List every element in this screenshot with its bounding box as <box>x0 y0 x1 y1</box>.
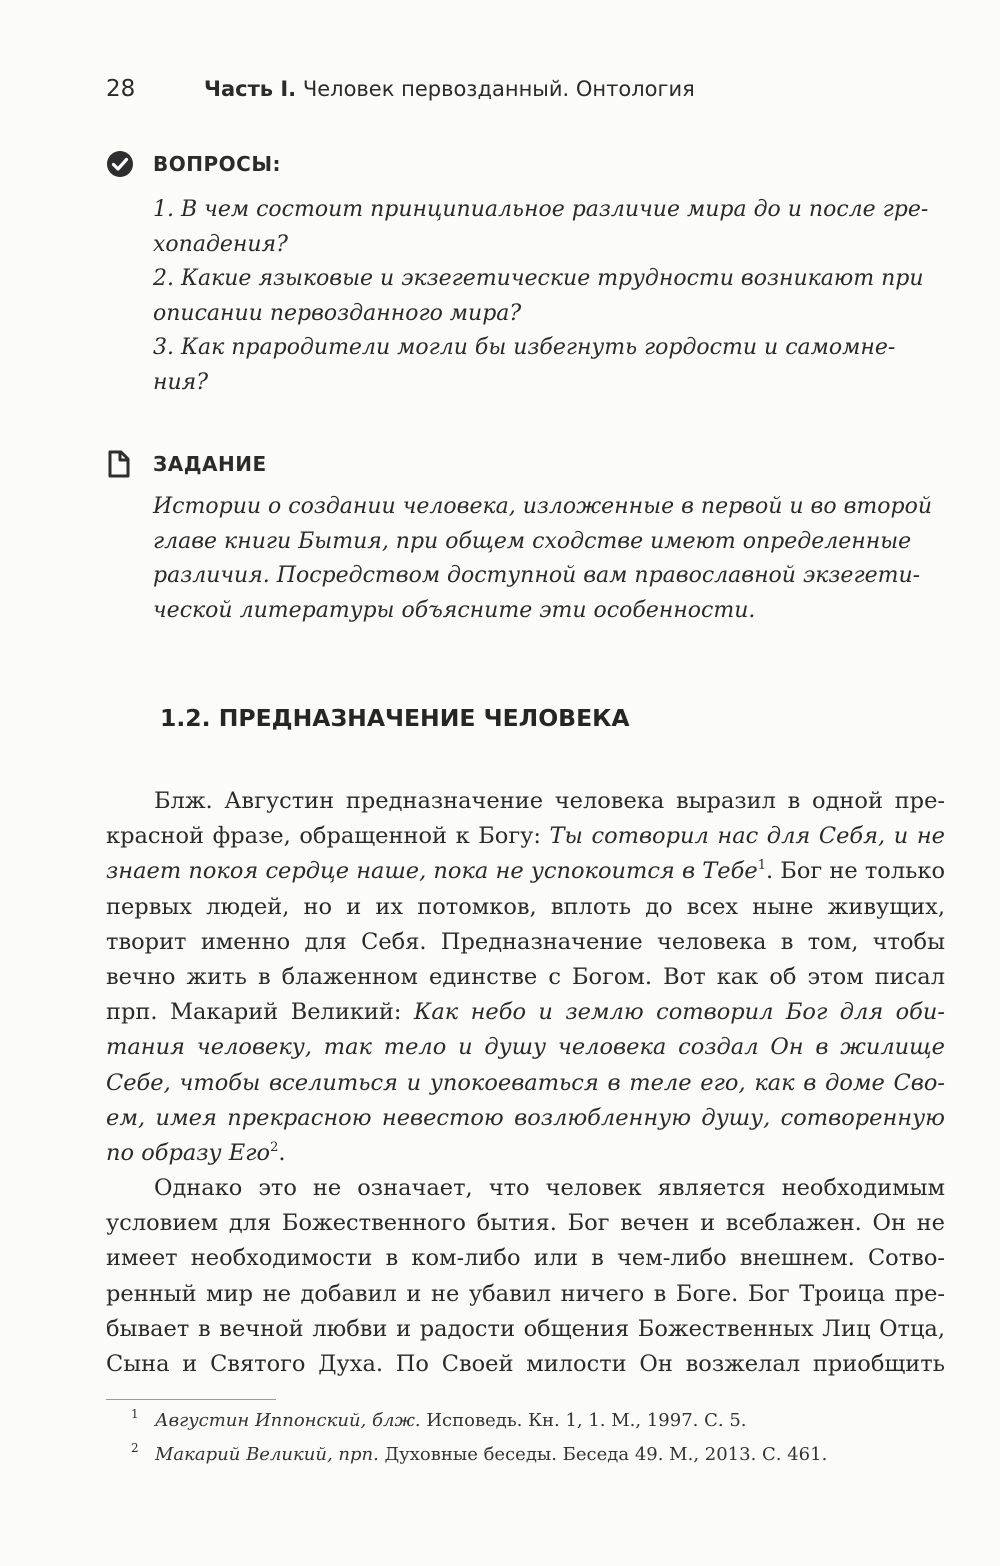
text-line: имеет необходимости в ком-либо или в чем-либо внешнем. Сотво- <box>106 1245 945 1272</box>
part-label: Часть I. <box>204 77 297 101</box>
text-line <box>106 784 945 819</box>
footnote-author: Августин Иппонский, блж. <box>155 1410 421 1431</box>
text-span: прп. Макарий Великий: <box>106 999 414 1026</box>
footnote-text <box>155 1444 827 1465</box>
footnote-author: Макарий Великий, прп. <box>155 1444 379 1465</box>
question-item: 1. В чем состоит принципиальное различие мира до и после гре-хопадения? <box>153 197 929 257</box>
footnote-citation: Исповедь. Кн. 1, 1. М., 1997. С. 5. <box>420 1410 747 1431</box>
text-span: . <box>278 1139 286 1166</box>
footnote-ref: 2 <box>270 1139 279 1155</box>
task-text <box>153 490 945 628</box>
body-paragraph-1 <box>106 784 945 1171</box>
text-line: творит именно для Себя. Предназначение человека в том, чтобы <box>106 928 945 955</box>
text-line <box>106 1030 945 1065</box>
questions-label: ВОПРОСЫ: <box>153 152 282 176</box>
text-line <box>106 1066 945 1101</box>
footnote-number: 2 <box>131 1441 139 1455</box>
text-span: . Бог не только <box>765 858 946 885</box>
text-line: бывает в вечной любви и радости общения Божественных Лиц Отца, <box>106 1315 945 1342</box>
text-line <box>106 854 945 889</box>
body-paragraph-2 <box>106 1171 945 1382</box>
footnote-ref: 1 <box>757 858 766 874</box>
question-item: 2. Какие языковые и экзегетические трудности возникают при описании первозданного мира? <box>153 266 924 326</box>
text-span: красной фразе, обращенной к Богу: <box>106 823 550 850</box>
check-circle-icon <box>106 150 134 183</box>
quote-span: знает покоя сердце наше, пока не успокоится в Тебе <box>106 858 758 885</box>
quote-span: ем, имея прекрасною невестою возлюбленную душу, сотворенную <box>106 1104 945 1131</box>
text-line <box>106 1101 945 1136</box>
text-line: Сына и Святого Духа. По Своей милости Он возжелал приобщить <box>106 1350 945 1377</box>
questions-list <box>153 193 945 400</box>
section-title: 1.2. ПРЕДНАЗНАЧЕНИЕ ЧЕЛОВЕКА <box>160 704 630 732</box>
task-label: ЗАДАНИЕ <box>153 452 267 476</box>
footnote-number: 1 <box>131 1407 139 1421</box>
text-line <box>106 995 945 1030</box>
text-line: первых людей, но и их потомков, вплоть до всех ныне живущих, <box>106 893 945 920</box>
text-line: ренный мир не добавил и не убавил ничего в Боге. Бог Троица пре- <box>106 1280 945 1307</box>
quote-span: Как небо и землю сотворил Бог для оби- <box>413 999 946 1026</box>
document-icon <box>106 450 132 483</box>
footnote-divider <box>106 1399 276 1400</box>
running-title: Человек первозданный. Онтология <box>302 77 695 101</box>
quote-span: тания человеку, так тело и душу человека создал Он в жилище <box>106 1034 945 1061</box>
question-item: 3. Как прародители могли бы избегнуть гордости и самомне-ния? <box>153 335 896 395</box>
footnote-citation: Духовные беседы. Беседа 49. М., 2013. С. 461. <box>378 1444 828 1465</box>
quote-span: по образу Его <box>106 1139 271 1166</box>
text-line <box>106 819 945 854</box>
text-line: вечно жить в блаженном единстве с Богом. Вот как об этом писал <box>106 963 945 990</box>
running-header <box>106 76 695 102</box>
text-line: условием для Божественного бытия. Бог вечен и всеблажен. Он не <box>106 1210 945 1237</box>
task-paragraph: Истории о создании человека, изложенные в первой и во второй главе книги Бытия, при общем сходстве имеют определенные различия. Посредством доступной вам православной экзегети-ческой литературы объясните эти особенности. <box>153 494 932 623</box>
page-number: 28 <box>106 76 136 102</box>
text-span: Блж. Августин предназначение человека выразил в одной пре- <box>154 788 945 814</box>
footnote-text <box>155 1410 747 1431</box>
quote-span: Ты сотворил нас для Себя, и не <box>549 823 945 850</box>
text-line <box>106 1136 945 1171</box>
quote-span: Себе, чтобы вселиться и упокоеваться в теле его, как в доме Сво- <box>106 1069 945 1096</box>
text-line: Однако это не означает, что человек является необходимым <box>154 1175 945 1201</box>
